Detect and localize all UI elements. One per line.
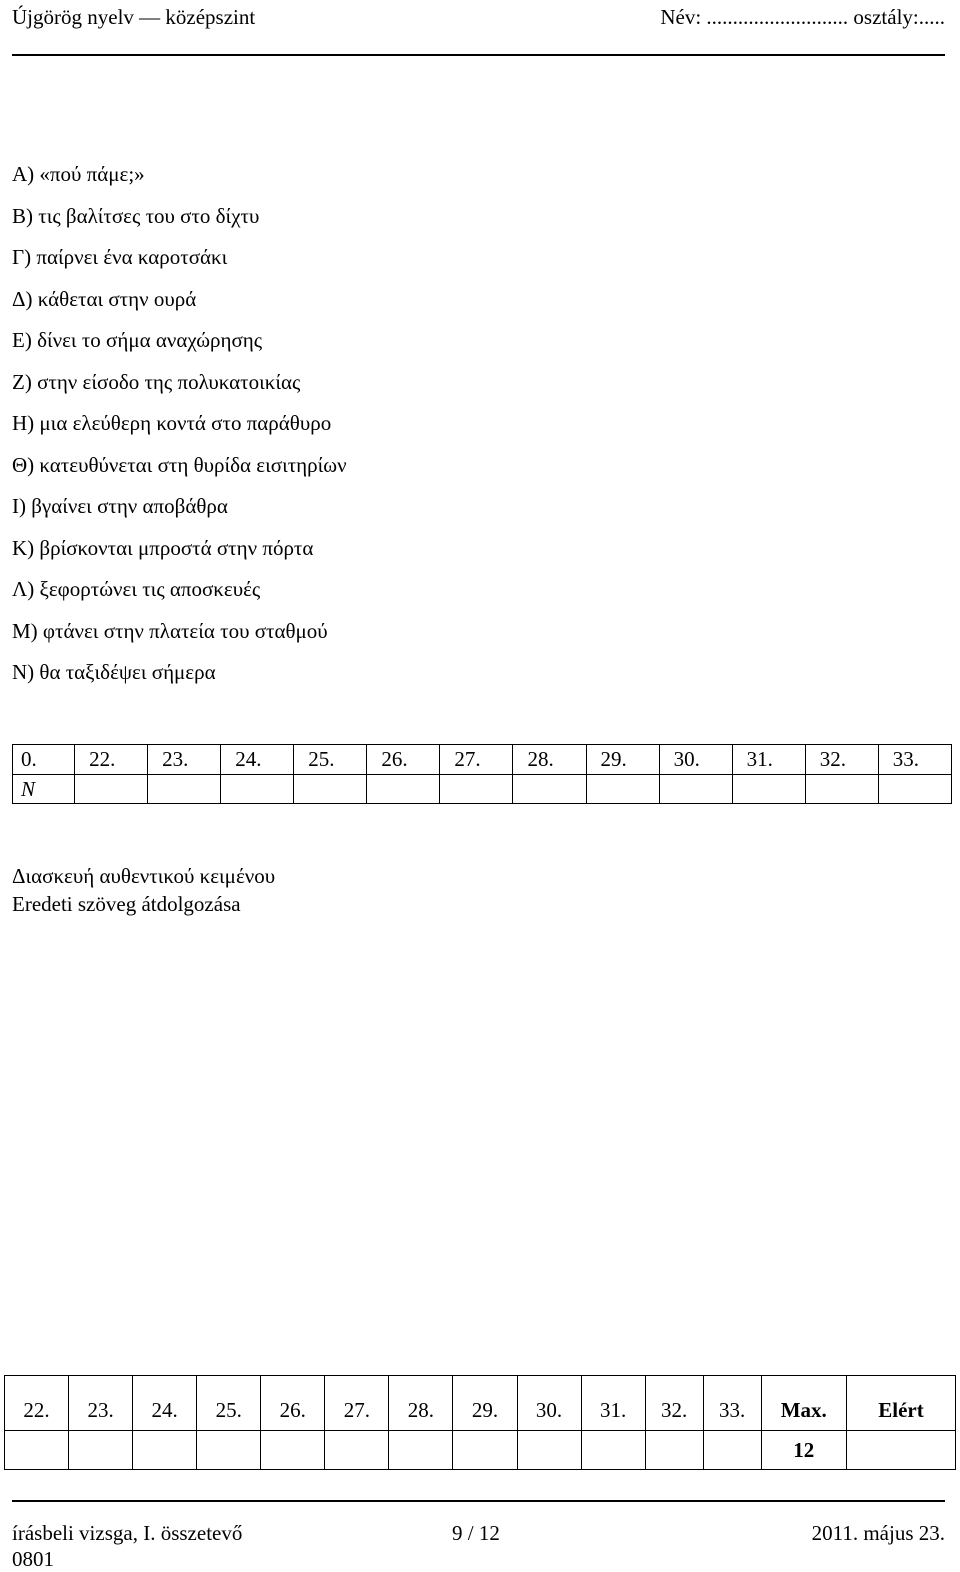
source-note [12, 862, 275, 918]
score-input-cell[interactable] [517, 1431, 581, 1470]
score-header-cell: 24. [133, 1376, 197, 1431]
option-item: Α) «πού πάμε;» [12, 162, 145, 186]
answer-header-cell: 24. [221, 745, 294, 775]
answer-header-cell: 26. [367, 745, 440, 775]
option-item: Γ) παίρνει ένα καροτσάκι [12, 245, 228, 269]
source-greek: Διασκευή αυθεντικού κειμένου [12, 864, 276, 888]
answer-header-cell: 23. [148, 745, 221, 775]
answer-header-cell: 32. [805, 745, 878, 775]
header-subject: Újgörög nyelv — középszint [12, 5, 256, 29]
score-input-cell[interactable] [703, 1431, 761, 1470]
footer-date: 2011. május 23. [811, 1521, 945, 1545]
score-input-cell[interactable] [453, 1431, 517, 1470]
score-input-cell[interactable] [325, 1431, 389, 1470]
score-achieved-header: Elért [846, 1376, 955, 1431]
answer-input-cell[interactable] [878, 775, 951, 804]
answer-example-cell: Ν [13, 775, 75, 804]
option-item: Ν) θα ταξιδέψει σήμερα [12, 660, 216, 684]
answer-header-cell: 22. [75, 745, 148, 775]
score-header-cell: 28. [389, 1376, 453, 1431]
score-input-cell[interactable] [69, 1431, 133, 1470]
answer-input-cell[interactable] [586, 775, 659, 804]
score-input-cell[interactable] [389, 1431, 453, 1470]
header-name-class: Név: ........................... osztály:..... [660, 5, 945, 29]
answer-input-cell[interactable] [221, 775, 294, 804]
option-item: Η) μια ελεύθερη κοντά στο παράθυρο [12, 411, 332, 435]
option-item: Θ) κατευθύνεται στη θυρίδα εισιτηρίων [12, 452, 347, 477]
answer-table [12, 744, 952, 804]
option-item: Δ) κάθεται στην ουρά [12, 286, 197, 311]
score-header-cell: 22. [5, 1376, 69, 1431]
score-input-cell[interactable] [581, 1431, 645, 1470]
answer-input-cell[interactable] [659, 775, 732, 804]
answer-header-cell: 0. [13, 745, 75, 775]
footer-rule [12, 1500, 945, 1502]
answer-input-cell[interactable] [367, 775, 440, 804]
score-input-cell[interactable] [5, 1431, 69, 1470]
footer-exam-part: írásbeli vizsga, I. összetevő [12, 1521, 243, 1545]
header-rule [12, 54, 945, 56]
score-max-header: Max. [761, 1376, 846, 1431]
answer-table-header-row [13, 745, 952, 775]
score-header-cell: 23. [69, 1376, 133, 1431]
footer-code: 0801 [12, 1547, 54, 1571]
score-achieved-cell[interactable] [846, 1431, 955, 1470]
score-input-cell[interactable] [645, 1431, 703, 1470]
score-header-cell: 26. [261, 1376, 325, 1431]
answer-input-cell[interactable] [75, 775, 148, 804]
option-item: Κ) βρίσκονται μπροστά στην πόρτα [12, 535, 314, 560]
score-header-cell: 29. [453, 1376, 517, 1431]
score-header-cell: 31. [581, 1376, 645, 1431]
score-header-cell: 33. [703, 1376, 761, 1431]
answer-header-cell: 28. [513, 745, 586, 775]
page-header [12, 4, 945, 30]
answer-input-cell[interactable] [148, 775, 221, 804]
score-max-value: 12 [761, 1431, 846, 1470]
score-header-cell: 27. [325, 1376, 389, 1431]
answer-input-cell[interactable] [805, 775, 878, 804]
answer-header-cell: 27. [440, 745, 513, 775]
score-header-cell: 25. [197, 1376, 261, 1431]
answer-input-cell[interactable] [513, 775, 586, 804]
answer-header-cell: 25. [294, 745, 367, 775]
source-hungarian: Eredeti szöveg átdolgozása [12, 892, 241, 916]
option-item: Ε) δίνει το σήμα αναχώρησης [12, 328, 263, 352]
option-item: Ι) βγαίνει στην αποβάθρα [12, 494, 228, 518]
option-item: Β) τις βαλίτσες του στο δίχτυ [12, 203, 260, 228]
answer-table-input-row [13, 775, 952, 804]
option-item: Λ) ξεφορτώνει τις αποσκευές [12, 577, 261, 601]
answer-header-cell: 30. [659, 745, 732, 775]
answer-input-cell[interactable] [732, 775, 805, 804]
answer-input-cell[interactable] [440, 775, 513, 804]
score-table-value-row [5, 1431, 956, 1470]
score-input-cell[interactable] [133, 1431, 197, 1470]
answer-input-cell[interactable] [294, 775, 367, 804]
option-item: Ζ) στην είσοδο της πολυκατοικίας [12, 369, 301, 394]
option-item: Μ) φτάνει στην πλατεία του σταθμού [12, 618, 328, 643]
score-header-cell: 30. [517, 1376, 581, 1431]
score-input-cell[interactable] [261, 1431, 325, 1470]
answer-header-cell: 31. [732, 745, 805, 775]
answer-header-cell: 29. [586, 745, 659, 775]
score-table [4, 1375, 956, 1470]
footer-page-number: 9 / 12 [452, 1521, 500, 1545]
score-table-header-row [5, 1376, 956, 1431]
options-list [12, 154, 347, 694]
score-header-cell: 32. [645, 1376, 703, 1431]
answer-header-cell: 33. [878, 745, 951, 775]
score-input-cell[interactable] [197, 1431, 261, 1470]
